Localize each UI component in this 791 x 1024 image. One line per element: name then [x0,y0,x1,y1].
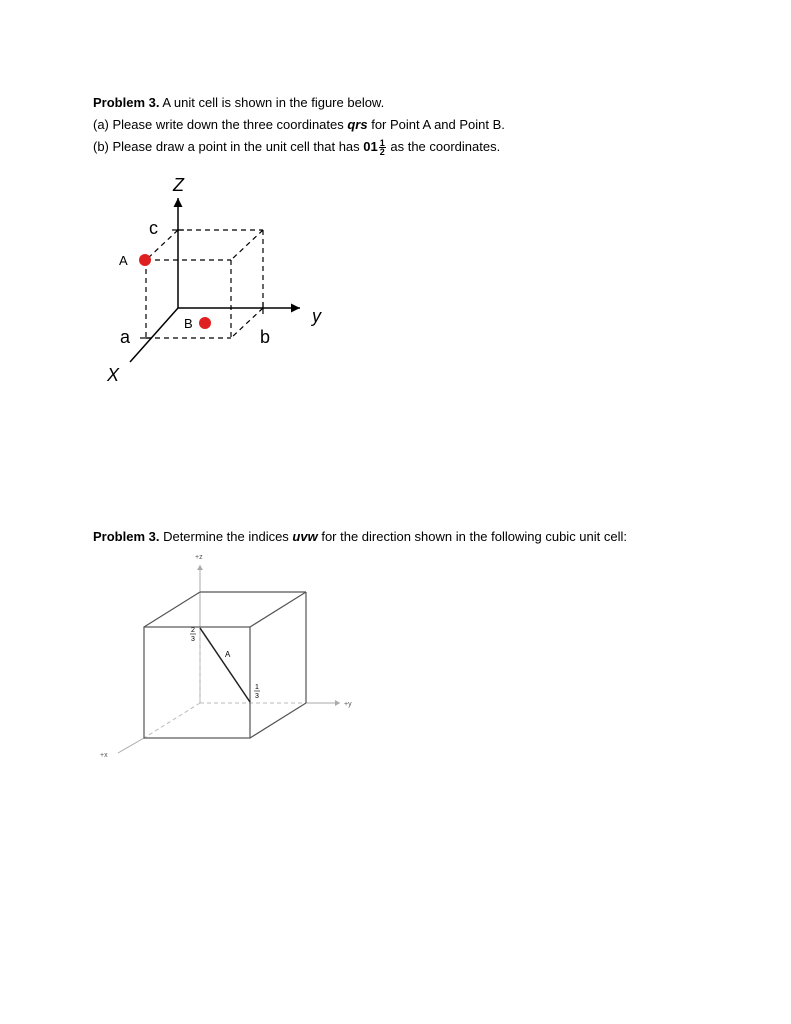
edge-c-label: c [149,218,158,238]
problem2-text-end: for the direction shown in the following cubic unit cell: [317,529,627,544]
x-axis-2 [118,738,144,753]
axis-y-label-2: +y [344,701,352,708]
edge-b-label: b [260,327,271,347]
frac-left-num: 2 [191,627,195,634]
problem1-part-a-text: (a) Please write down the three coordinates [93,117,348,132]
problem1-part-b-text-end: as the coordinates. [386,139,501,154]
point-b-label: B [184,316,193,331]
point-a-label: A [119,253,128,268]
problem1-part-a-text-end: for Point A and Point B. [367,117,505,132]
problem2-heading: Problem 3. [93,529,160,544]
problem1-fraction-den: 2 [379,147,385,158]
problem1-fraction-num: 1 [379,138,385,149]
frac-left-den: 3 [191,636,195,643]
problem1-coords: 01 [363,139,378,154]
problem2-uvw: uvw [292,529,318,544]
point-label-2: A [225,650,231,659]
axis-z-label: Z [173,175,184,195]
problem1-qrs: qrs [347,117,368,132]
axis-y-label: y [312,306,321,326]
frac-right-den: 3 [255,693,259,700]
problem2-text: Determine the indices [159,529,293,544]
frac-right-num: 1 [255,684,259,691]
axis-x-label-2: +x [100,752,108,759]
axis-z-label-2: +z [195,554,203,561]
problem1-line1-text: A unit cell is shown in the figure below. [159,95,385,110]
axis-x-label: X [107,365,120,385]
problem1-part-b-text: (b) Please draw a point in the unit cell that has [93,139,364,154]
cube-hidden-edges [144,627,306,738]
direction-vector [200,628,250,702]
problem1-heading: Problem 3. [93,95,160,110]
edge-a-label: a [120,327,131,347]
